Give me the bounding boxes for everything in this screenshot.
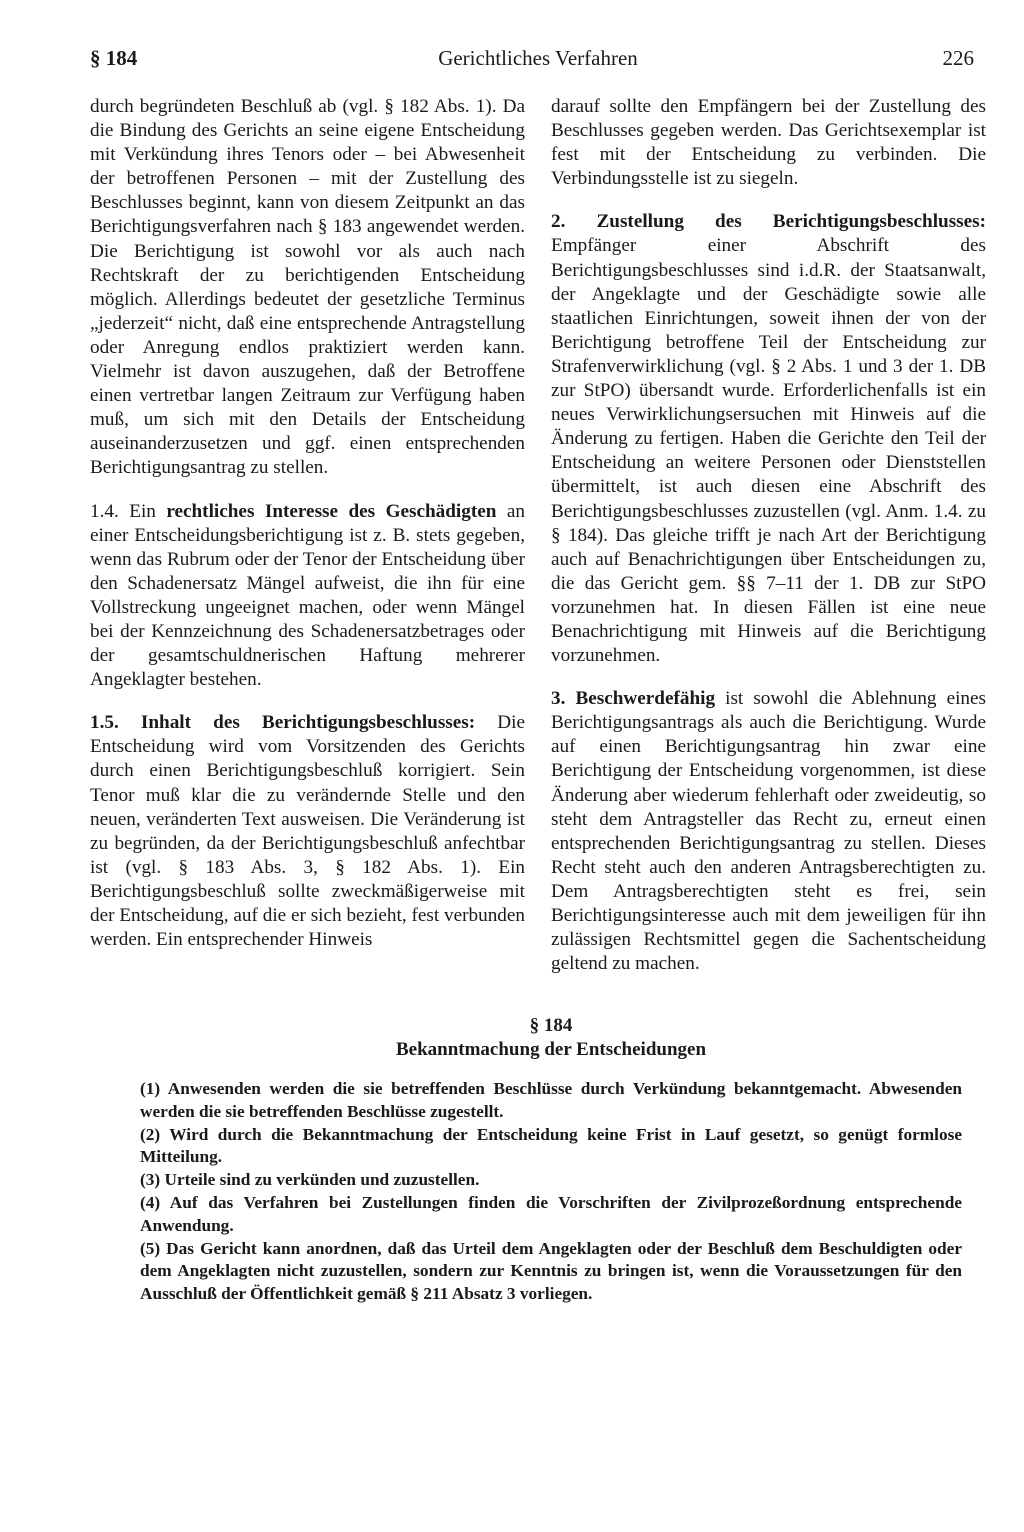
paragraph-1-5-text: Die Entscheidung wird vom Vorsitzenden des Gerichts durch einen Berichtigungsbeschluß korrigiert. Sein Tenor muß klar die zu verändernde Stelle und den neuen, veränderten Text ausweisen. Die Veränderung ist zu begründen, da der Berichtigungsbeschluß anfechtbar ist (vgl. § 183 Abs. 3, § 182 Abs. 1). Ein Berichtigungsbeschluß sollte zweckmäßigerweise mit der Entscheidung, auf die er sich bezieht, fest verbunden werden. Ein entsprechender Hinweis: [90, 712, 525, 951]
paragraph-continuation: durch begründeten Beschluß ab (vgl. § 182 Abs. 1). Da die Bindung des Gerichts an seine eigene Entscheidung mit Verkündung ihres Tenors oder – bei Abwesenheit der betroffenen Personen – mit der Zustellung des Beschlusses beginnt, kann von diesem Zeitpunkt an das Berichtigungsverfahren nach § 183 angewendet werden. Die Berichtigung ist sowohl vor als auch nach Rechtskraft der zu berichtigenden Entscheidung möglich. Allerdings bedeutet der gesetzliche Terminus „jederzeit“ nicht, daß eine entsprechende Antragstellung oder Anregung endlos praktiziert werden kann. Vielmehr ist davon auszugehen, daß der Betroffene einen vertretbar langen Zeitraum zur Verfügung haben muß, um sich mit den Details der Entscheidung auseinanderzusetzen und ggf. einen entsprechenden Berichtigungsantrag zu stellen.: [90, 96, 525, 479]
paragraph-1-5: [90, 711, 525, 952]
paragraph-3: [551, 687, 986, 976]
law-section-title: Bekanntmachung der Entscheidungen: [395, 1039, 707, 1060]
paragraph-2-heading: 2. Zustellung des Berichtigungsbeschlusses:: [551, 211, 986, 233]
paragraph-1-4: [90, 500, 525, 693]
law-clause-5: (5) Das Gericht kann anordnen, daß das Urteil dem Angeklagten oder der Beschluß dem Beschuldigten oder dem Angeklagten nicht zuzustellen, sondern zur Kenntnis zu bringen ist, wenn die Voraussetzungen für den Ausschluß der Öffentlichkeit gemäß § 211 Absatz 3 vorliegen.: [140, 1238, 962, 1304]
law-clause-4: (4) Auf das Verfahren bei Zustellungen finden die Vorschriften der Zivilprozeßordnung entsprechende Anwendung.: [140, 1192, 962, 1235]
law-section-number: § 184: [529, 1015, 573, 1036]
law-text-block: [140, 1014, 962, 1306]
paragraph-3-text: ist sowohl die Ablehnung eines Berichtigungsantrags als auch die Berichtigung. Wurde auf einen Berichtigungsantrag hin zwar eine Berichtigung der Entscheidung vorgenommen, ist diese Änderung aber wiederum fehlerhaft oder zweideutig, so steht dem Antragsteller das Recht zu, erneut einen entsprechenden Berichtigungsantrag zu stellen. Dieses Recht steht auch den anderen Antragsberechtigten zu. Dem Antragsberechtigten steht es frei, sein Berichtigungsinteresse auch mit dem jeweiligen für ihn zulässigen Rechtsmittel gegen die Sachentscheidung geltend zu machen.: [551, 688, 987, 975]
law-clause-1: (1) Anwesenden werden die sie betreffenden Beschlüsse durch Verkündung bekanntgemacht. Abwesenden werden die sie betreffenden Beschlüsse zugestellt.: [140, 1079, 962, 1121]
right-column: [551, 95, 986, 976]
paragraph-3-heading: 3. Beschwerdefähig: [551, 688, 716, 710]
paragraph-1-4-text: an einer Entscheidungsberichtigung ist z. B. stets gegeben, wenn das Rubrum oder der Tenor der Entscheidung über den Schadenersatz Mängel aufweist, die ihn für eine Vollstreckung ungeeignet machen, oder wenn Mängel bei der Kennzeichnung des Schadenersatzbetrages oder der gesamtschuldnerischen Haftung mehrerer Angeklagter bestehen.: [90, 500, 525, 691]
paragraph-1-4-heading: rechtliches Interesse des Geschädigten: [166, 500, 497, 522]
law-clause-3: (3) Urteile sind zu verkünden und zuzustellen.: [140, 1170, 480, 1190]
header-section-number: § 184: [90, 46, 138, 70]
law-clause-2: (2) Wird durch die Bekanntmachung der Entscheidung keine Frist in Lauf gesetzt, so genügt formlose Mitteilung.: [140, 1124, 962, 1167]
page-header: [90, 46, 986, 76]
paragraph-1-4-prefix: 1.4. Ein: [90, 500, 167, 522]
paragraph-2-text: Empfänger einer Abschrift des Berichtigungsbeschlusses sind i.d.R. der Staatsanwalt, der Angeklagte und der Geschädigte sowie alle staatlichen Einrichtungen, soweit ihnen der von der Berichtigung betroffene Teil der Entscheidung zur Strafenverwirklichung (vgl. § 2 Abs. 1 und 3 der 1. DB zur StPO) übersandt wurde. Erforderlichenfalls ist ein neues Verwirklichungsersuchen mit Hinweis auf die Änderung zu fertigen. Haben die Gerichte den Teil der Entscheidung an weitere Personen oder Dienststellen übermittelt, ist auch diesen eine Abschrift des Berichtigungsbeschlusses zuzustellen (vgl. Anm. 1.4. zu § 184). Das gleiche trifft je nach Art der Berichtigung auch auf Benachrichtigungen über Entscheidungen zu, die das Gericht gem. §§ 7–11 der 1. DB zur StPO vorzunehmen hat. In diesen Fällen ist eine neue Benachrichtigung mit Hinweis auf die Berichtigung vorzunehmen.: [551, 235, 986, 667]
paragraph-continuation-right: darauf sollte den Empfängern bei der Zustellung des Beschlusses gegeben werden. Das Gerichtsexemplar ist fest mit der Entscheidung zu verbinden. Die Verbindungsstelle ist zu siegeln.: [551, 96, 986, 190]
left-column: [90, 95, 525, 952]
paragraph-1-5-heading: 1.5. Inhalt des Berichtigungsbeschlusses:: [90, 712, 476, 734]
paragraph-2: [551, 210, 986, 668]
header-title: Gerichtliches Verfahren: [438, 46, 638, 70]
page-number: 226: [942, 46, 974, 70]
